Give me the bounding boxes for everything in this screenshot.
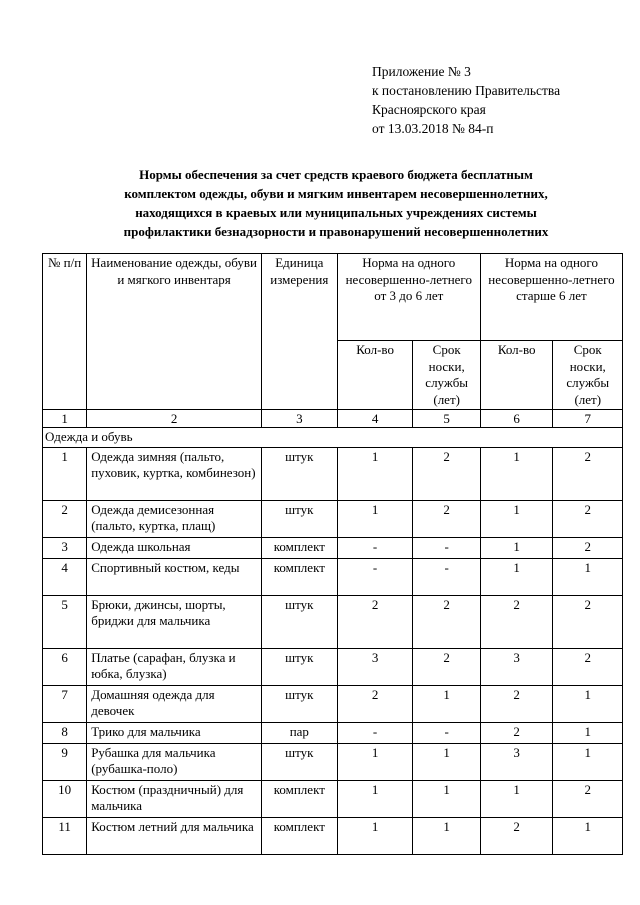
qty-3-6: 2: [337, 595, 413, 648]
qty-over-6: 2: [480, 595, 553, 648]
term-3-6: 1: [413, 817, 480, 854]
unit-of-measure: комплект: [261, 817, 337, 854]
table-row: [43, 558, 623, 595]
item-name: Одежда зимняя (пальто, пуховик, куртка, комбинезон): [87, 447, 262, 500]
row-number: 3: [43, 537, 87, 558]
title-line: Нормы обеспечения за счет средств краевого бюджета бесплатным: [139, 167, 533, 182]
qty-3-6: 1: [337, 447, 413, 500]
term-over-6: 1: [553, 685, 623, 722]
term-3-6: -: [413, 558, 480, 595]
column-number: 2: [87, 410, 262, 428]
term-over-6: 2: [553, 780, 623, 817]
term-3-6: -: [413, 537, 480, 558]
term-3-6: 1: [413, 780, 480, 817]
column-number: 5: [413, 410, 480, 428]
term-over-6: 2: [553, 500, 623, 537]
appendix-block: [372, 62, 560, 138]
item-name: Одежда школьная: [87, 537, 262, 558]
header-qty: Кол-во: [337, 341, 413, 410]
title-line: находящихся в краевых или муниципальных учреждениях системы: [135, 205, 537, 220]
qty-over-6: 2: [480, 722, 553, 743]
table-row: [43, 817, 623, 854]
row-number: 2: [43, 500, 87, 537]
table-row: [43, 743, 623, 780]
header-norm-over-6: Норма на одного несовершенно-летнего старше 6 лет: [480, 254, 622, 341]
term-3-6: 2: [413, 595, 480, 648]
item-name: Спортивный костюм, кеды: [87, 558, 262, 595]
row-number: 11: [43, 817, 87, 854]
unit-of-measure: штук: [261, 500, 337, 537]
header-row: [43, 254, 623, 341]
term-over-6: 1: [553, 722, 623, 743]
table-row: [43, 780, 623, 817]
appendix-line: Приложение № 3: [372, 64, 471, 79]
qty-over-6: 1: [480, 558, 553, 595]
term-over-6: 1: [553, 817, 623, 854]
item-name: Рубашка для мальчика (рубашка-поло): [87, 743, 262, 780]
qty-3-6: -: [337, 722, 413, 743]
header-norm-3-6: Норма на одного несовершенно-летнего от 3 до 6 лет: [337, 254, 480, 341]
term-over-6: 1: [553, 558, 623, 595]
appendix-line: от 13.03.2018 № 84-п: [372, 121, 494, 136]
table-row: [43, 685, 623, 722]
column-number: 3: [261, 410, 337, 428]
term-over-6: 2: [553, 595, 623, 648]
term-over-6: 1: [553, 743, 623, 780]
header-num: № п/п: [43, 254, 87, 410]
unit-of-measure: штук: [261, 447, 337, 500]
table-row: [43, 722, 623, 743]
qty-3-6: 1: [337, 743, 413, 780]
row-number: 10: [43, 780, 87, 817]
item-name: Одежда демисезонная (пальто, куртка, плащ): [87, 500, 262, 537]
qty-3-6: -: [337, 537, 413, 558]
table-row: [43, 500, 623, 537]
unit-of-measure: комплект: [261, 537, 337, 558]
header-term: Срок носки, службы (лет): [553, 341, 623, 410]
term-3-6: -: [413, 722, 480, 743]
section-title: Одежда и обувь: [43, 428, 623, 448]
unit-of-measure: комплект: [261, 780, 337, 817]
section-row: [43, 428, 623, 448]
row-number: 6: [43, 648, 87, 685]
unit-of-measure: комплект: [261, 558, 337, 595]
term-3-6: 1: [413, 685, 480, 722]
title-line: профилактики безнадзорности и правонарушений несовершеннолетних: [123, 224, 549, 239]
item-name: Костюм летний для мальчика: [87, 817, 262, 854]
qty-over-6: 1: [480, 780, 553, 817]
row-number: 1: [43, 447, 87, 500]
row-number: 5: [43, 595, 87, 648]
qty-over-6: 1: [480, 537, 553, 558]
qty-over-6: 1: [480, 447, 553, 500]
qty-over-6: 3: [480, 743, 553, 780]
header-unit: Единица измерения: [261, 254, 337, 410]
column-number: 1: [43, 410, 87, 428]
unit-of-measure: штук: [261, 648, 337, 685]
column-number: 4: [337, 410, 413, 428]
row-number: 9: [43, 743, 87, 780]
qty-3-6: 1: [337, 500, 413, 537]
row-number: 7: [43, 685, 87, 722]
qty-over-6: 1: [480, 500, 553, 537]
unit-of-measure: штук: [261, 685, 337, 722]
qty-3-6: 3: [337, 648, 413, 685]
row-number: 4: [43, 558, 87, 595]
item-name: Трико для мальчика: [87, 722, 262, 743]
term-over-6: 2: [553, 537, 623, 558]
column-number: 6: [480, 410, 553, 428]
appendix-line: Красноярского края: [372, 102, 486, 117]
term-3-6: 2: [413, 447, 480, 500]
qty-over-6: 3: [480, 648, 553, 685]
unit-of-measure: штук: [261, 595, 337, 648]
row-number: 8: [43, 722, 87, 743]
title-line: комплектом одежды, обуви и мягким инвентарем несовершеннолетних,: [124, 186, 548, 201]
item-name: Платье (сарафан, блузка и юбка, блузка): [87, 648, 262, 685]
norms-table: [42, 253, 623, 855]
document-title: [40, 165, 632, 241]
table-row: [43, 648, 623, 685]
column-number: 7: [553, 410, 623, 428]
table-row: [43, 537, 623, 558]
header-qty: Кол-во: [480, 341, 553, 410]
qty-over-6: 2: [480, 685, 553, 722]
term-3-6: 2: [413, 648, 480, 685]
qty-3-6: -: [337, 558, 413, 595]
item-name: Костюм (праздничный) для мальчика: [87, 780, 262, 817]
item-name: Брюки, джинсы, шорты, бриджи для мальчика: [87, 595, 262, 648]
qty-over-6: 2: [480, 817, 553, 854]
unit-of-measure: пар: [261, 722, 337, 743]
qty-3-6: 2: [337, 685, 413, 722]
unit-of-measure: штук: [261, 743, 337, 780]
term-over-6: 2: [553, 447, 623, 500]
appendix-line: к постановлению Правительства: [372, 83, 561, 98]
term-3-6: 2: [413, 500, 480, 537]
term-3-6: 1: [413, 743, 480, 780]
column-number-row: [43, 410, 623, 428]
header-term: Срок носки, службы (лет): [413, 341, 480, 410]
qty-3-6: 1: [337, 817, 413, 854]
table-body: [43, 447, 623, 854]
item-name: Домашняя одежда для девочек: [87, 685, 262, 722]
qty-3-6: 1: [337, 780, 413, 817]
term-over-6: 2: [553, 648, 623, 685]
header-name: Наименование одежды, обуви и мягкого инвентаря: [87, 254, 262, 410]
table-row: [43, 595, 623, 648]
table-row: [43, 447, 623, 500]
